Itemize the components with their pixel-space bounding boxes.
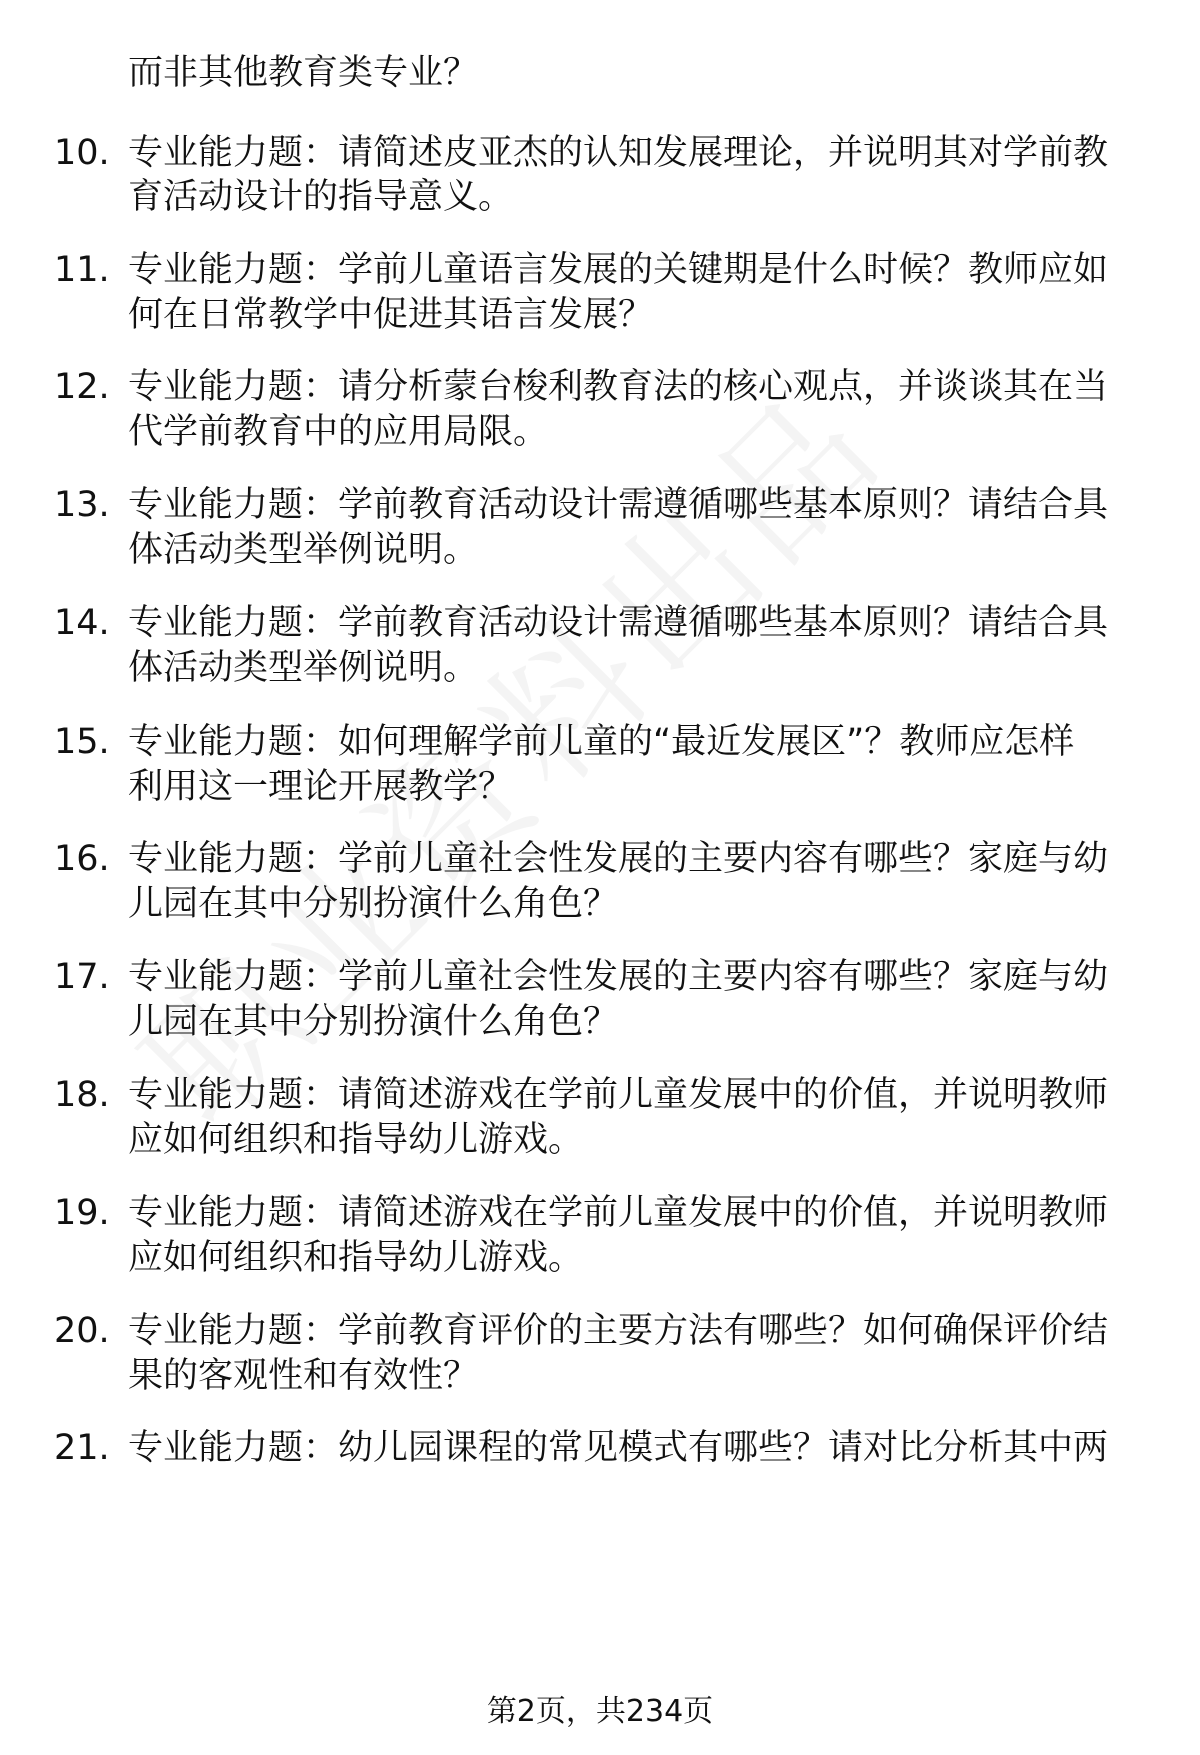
question-number: 14. xyxy=(54,603,110,643)
page-footer: 第2页，共234页 xyxy=(486,1694,714,1729)
question-text-line: 育活动设计的指导意义。 xyxy=(128,177,514,217)
question-number: 20. xyxy=(54,1311,110,1351)
question-number: 13. xyxy=(54,485,110,525)
question-text-line: 专业能力题：请简述皮亚杰的认知发展理论，并说明其对学前教 xyxy=(128,133,1109,173)
question-text-line: 应如何组织和指导幼儿游戏。 xyxy=(128,1238,584,1278)
question-text-line: 儿园在其中分别扮演什么角色？ xyxy=(128,1002,619,1042)
question-number: 19. xyxy=(54,1193,110,1233)
question-text-line: 专业能力题：学前教育评价的主要方法有哪些？如何确保评价结 xyxy=(128,1311,1109,1351)
question-number: 12. xyxy=(54,367,110,407)
question-text-line: 专业能力题：如何理解学前儿童的“最近发展区”？教师应怎样 xyxy=(128,722,1075,762)
question-text-line: 专业能力题：请简述游戏在学前儿童发展中的价值，并说明教师 xyxy=(128,1193,1109,1233)
question-number: 15. xyxy=(54,722,110,762)
question-text-line: 专业能力题：学前儿童语言发展的关键期是什么时候？教师应如 xyxy=(128,250,1109,290)
question-number: 18. xyxy=(54,1075,110,1115)
question-text-line: 体活动类型举例说明。 xyxy=(128,530,479,570)
question-text-line: 利用这一理论开展教学？ xyxy=(128,767,514,807)
question-text-line: 专业能力题：学前儿童社会性发展的主要内容有哪些？家庭与幼 xyxy=(128,839,1109,879)
question-text-line: 果的客观性和有效性？ xyxy=(128,1356,479,1396)
question-text-line: 体活动类型举例说明。 xyxy=(128,648,479,688)
question-text-line: 专业能力题：请分析蒙台梭利教育法的核心观点，并谈谈其在当 xyxy=(128,367,1109,407)
question-number: 16. xyxy=(54,839,110,879)
question-number: 11. xyxy=(54,250,110,290)
question-text-line: 专业能力题：学前教育活动设计需遵循哪些基本原则？请结合具 xyxy=(128,485,1109,525)
question-text-line: 应如何组织和指导幼儿游戏。 xyxy=(128,1120,584,1160)
question-text-line: 代学前教育中的应用局限。 xyxy=(128,412,549,452)
question-number: 21. xyxy=(54,1428,110,1468)
question-text-line: 专业能力题：学前教育活动设计需遵循哪些基本原则？请结合具 xyxy=(128,603,1109,643)
question-text-line: 何在日常教学中促进其语言发展？ xyxy=(128,295,654,335)
question-text-line: 儿园在其中分别扮演什么角色？ xyxy=(128,884,619,924)
question-text-line: 专业能力题：幼儿园课程的常见模式有哪些？请对比分析其中两 xyxy=(128,1428,1109,1468)
question-text-line: 专业能力题：学前儿童社会性发展的主要内容有哪些？家庭与幼 xyxy=(128,957,1109,997)
intro-line: 而非其他教育类专业？ xyxy=(128,53,479,93)
question-number: 10. xyxy=(54,133,110,173)
question-text-line: 专业能力题：请简述游戏在学前儿童发展中的价值，并说明教师 xyxy=(128,1075,1109,1115)
question-number: 17. xyxy=(54,957,110,997)
